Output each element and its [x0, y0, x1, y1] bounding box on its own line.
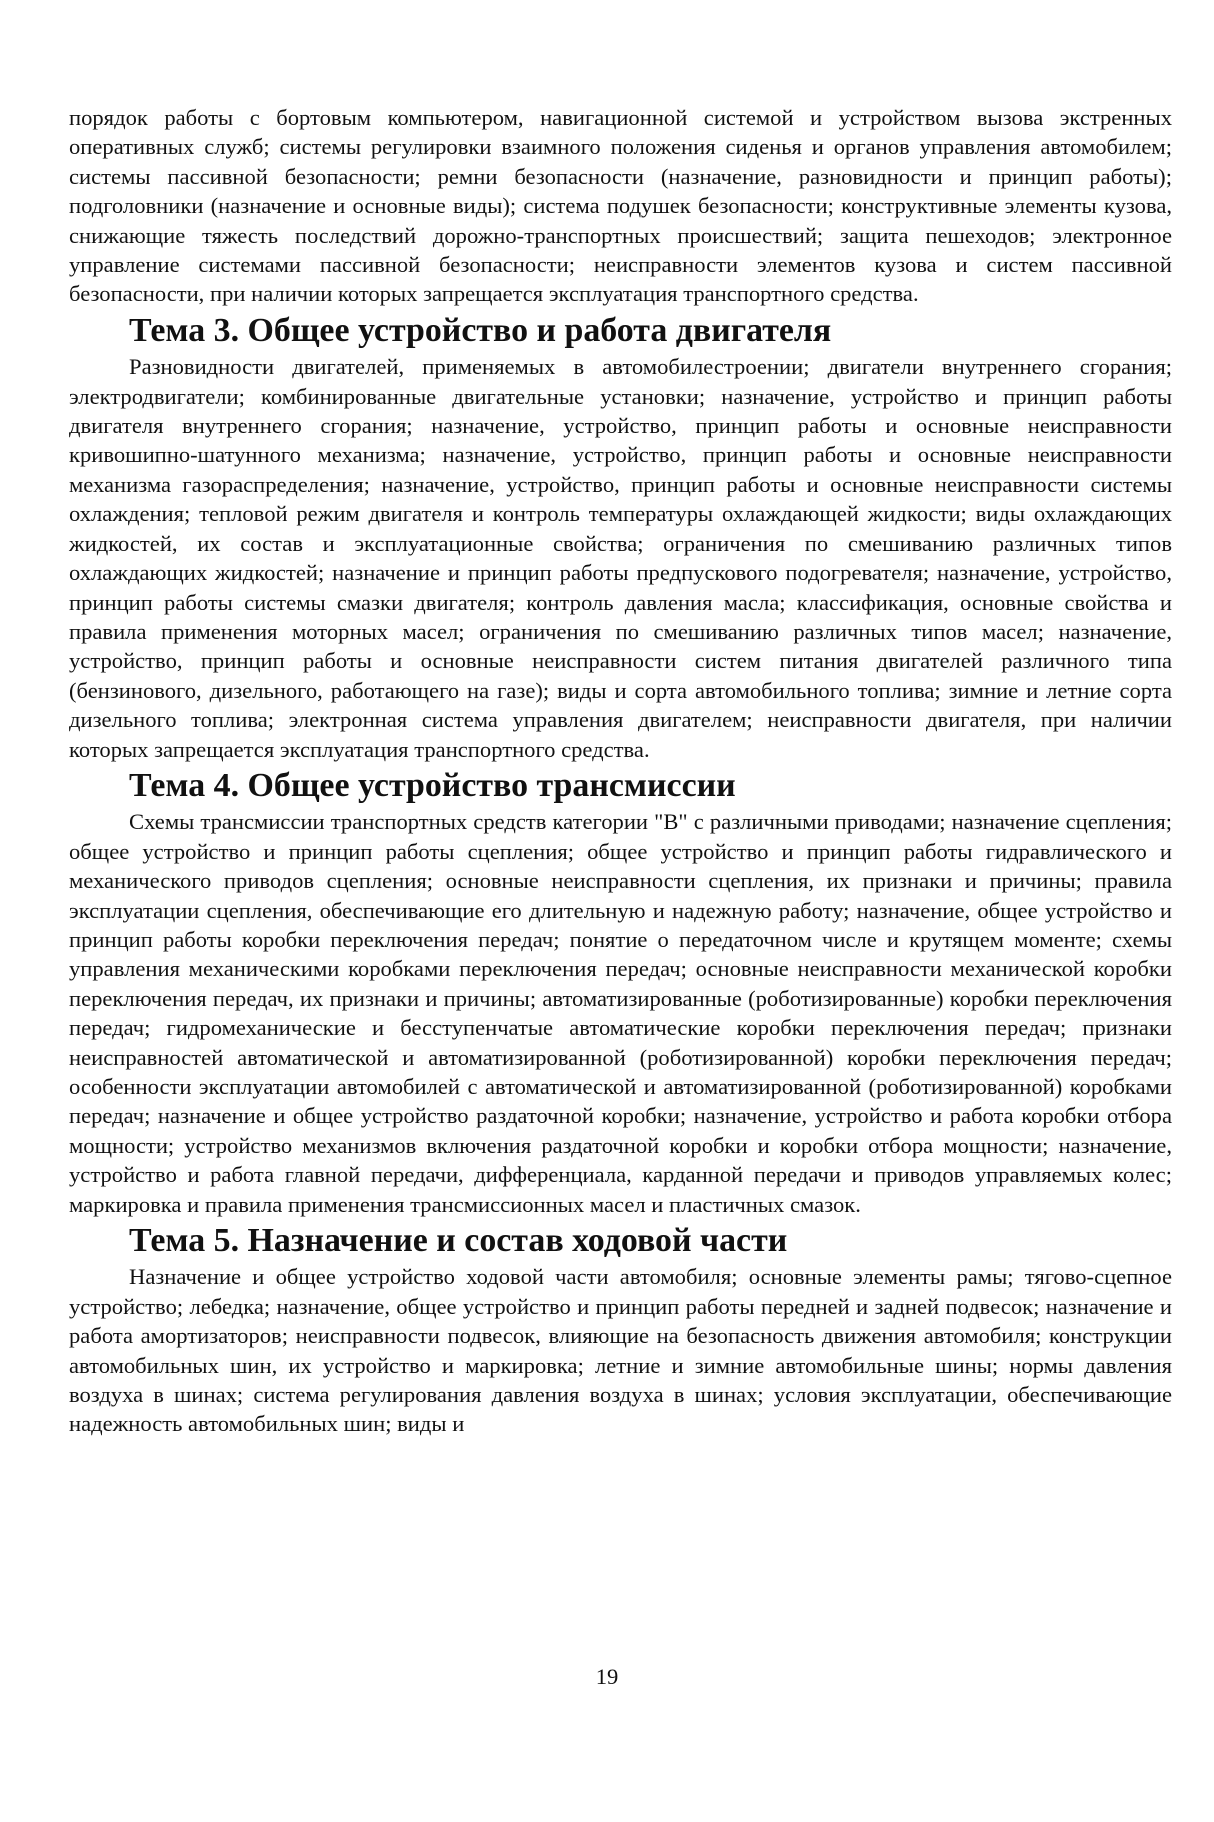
section-text-topic-3: Разновидности двигателей, применяемых в автомобилестроении; двигатели внутреннего сгорания; электродвигатели; комбинированные двигательные установки; назначение, устройство и принцип работы двигателя внутреннего сгорания; назначение, устройство, принцип работы и основные неисправности кривошипно-шатунного механизма; назначение, устройство, принцип работы и основные неисправности механизма газораспределения; назначение, устройство, принцип работы и основные неисправности системы охлаждения; тепловой режим двигателя и контроль температуры охлаждающей жидкости; виды охлаждающих жидкостей, их состав и эксплуатационные свойства; ограничения по смешиванию различных типов охлаждающих жидкостей; назначение и принцип работы предпускового подогревателя; назначение, устройство, принцип работы системы смазки двигателя; контроль давления масла; классификация, основные свойства и правила применения моторных масел; ограничения по смешиванию различных типов масел; назначение, устройство, принцип работы и основные неисправности систем питания двигателей различного типа (бензинового, дизельного, работающего на газе); виды и сорта автомобильного топлива; зимние и летние сорта дизельного топлива; электронная система управления двигателем; неисправности двигателя, при наличии которых запрещается эксплуатация транспортного средства. — [69, 354, 1172, 762]
section-text-topic-4: Схемы трансмиссии транспортных средств категории "B" с различными приводами; назначение сцепления; общее устройство и принцип работы сцепления; общее устройство и принцип работы гидравлического и механического приводов сцепления; основные неисправности сцепления, их признаки и причины; правила эксплуатации сцепления, обеспечивающие его длительную и надежную работу; назначение, общее устройство и принцип работы коробки переключения передач; понятие о передаточном числе и крутящем моменте; схемы управления механическими коробками переключения передач; основные неисправности механической коробки переключения передач, их признаки и причины; автоматизированные (роботизированные) коробки переключения передач; гидромеханические и бесступенчатые автоматические коробки переключения передач; признаки неисправностей автоматической и автоматизированной (роботизированной) коробки переключения передач; особенности эксплуатации автомобилей с автоматической и автоматизированной (роботизированной) коробками передач; назначение и общее устройство раздаточной коробки; назначение, устройство и работа коробки отбора мощности; устройство механизмов включения раздаточной коробки и коробки отбора мощности; назначение, устройство и работа главной передачи, дифференциала, карданной передачи и приводов управляемых колес; маркировка и правила применения трансмиссионных масел и пластичных смазок. — [69, 809, 1172, 1217]
section-heading-topic-4: Тема 4. Общее устройство трансмиссии — [129, 766, 736, 804]
section-text-topic-5: Назначение и общее устройство ходовой части автомобиля; основные элементы рамы; тягово-сцепное устройство; лебедка; назначение, общее устройство и принцип работы передней и задней подвесок; назначение и работа амортизаторов; неисправности подвесок, влияющие на безопасность движения автомобиля; конструкции автомобильных шин, их устройство и маркировка; летние и зимние автомобильные шины; нормы давления воздуха в шинах; система регулирования давления воздуха в шинах; условия эксплуатации, обеспечивающие надежность автомобильных шин; виды и — [69, 1264, 1172, 1437]
section-heading-topic-5: Тема 5. Назначение и состав ходовой части — [129, 1222, 788, 1260]
page-number: 19 — [595, 1664, 619, 1689]
section-heading-topic-3: Тема 3. Общее устройство и работа двигателя — [129, 311, 832, 349]
intro-paragraph: порядок работы с бортовым компьютером, навигационной системой и устройством вызова экстренных оперативных служб; системы регулировки взаимного положения сиденья и органов управления автомобилем; системы пассивной безопасности; ремни безопасности (назначение, разновидности и принцип работы); подголовники (назначение и основные виды); система подушек безопасности; конструктивные элементы кузова, снижающие тяжесть последствий дорожно-транспортных происшествий; защита пешеходов; электронное управление системами пассивной безопасности; неисправности элементов кузова и систем пассивной безопасности, при наличии которых запрещается эксплуатация транспортного средства. — [69, 105, 1172, 307]
page-content — [69, 103, 1172, 1439]
